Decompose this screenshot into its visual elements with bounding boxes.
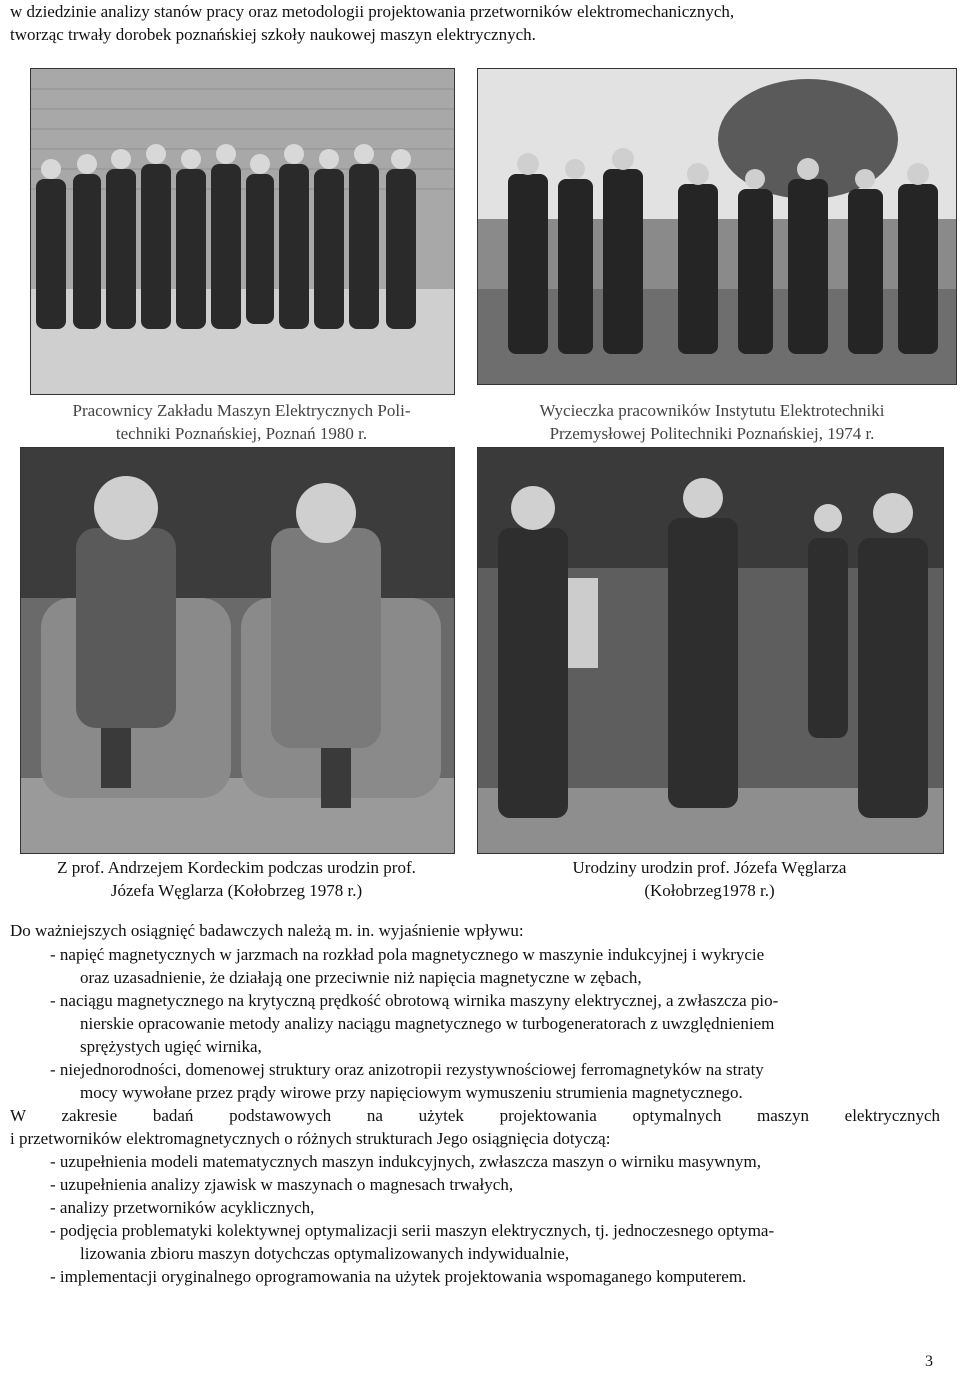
photo-caption: [477, 856, 942, 902]
list-item-continuation: mocy wywołane przez prądy wirowe przy napięciowym wymuszeniu strumienia magnetycznego.: [80, 1083, 743, 1102]
paragraph-line: W zakresie badań podstawowych na użytek projektowania optymalnych maszyn elektrycznych: [10, 1106, 940, 1125]
list-item-continuation: sprężystych ugięć wirnika,: [80, 1037, 262, 1056]
photo-caption: [20, 856, 453, 902]
list-item-continuation: oraz uzasadnienie, że działają one przeciwnie niż napięcia magnetyczne w zębach,: [80, 968, 642, 987]
list-item: - implementacji oryginalnego oprogramowania na użytek projektowania wspomaganego komputerem.: [50, 1267, 747, 1286]
list-item-continuation: nierskie opracowanie metody analizy naciągu magnetycznego w turbogeneratorach z uwzględnieniem: [80, 1014, 775, 1033]
caption-line: Wycieczka pracowników Instytutu Elektrotechniki: [539, 401, 885, 420]
caption-line: techniki Poznańskiej, Poznań 1980 r.: [115, 424, 368, 443]
list-item: - analizy przetworników acyklicznych,: [50, 1198, 315, 1217]
photo-staff-group: [30, 68, 455, 395]
intro-line: w dziedzinie analizy stanów pracy oraz metodologii projektowania przetworników elektromechanicznych,: [10, 2, 735, 21]
intro-paragraph: [10, 0, 950, 46]
achievements-section: [10, 919, 940, 1288]
paragraph-line: i przetworników elektromagnetycznych o różnych strukturach Jego osiągnięcia dotyczą:: [10, 1129, 611, 1148]
list-item: - uzupełnienia analizy zjawisk w maszynach o magnesach trwałych,: [50, 1175, 514, 1194]
photo-caption: [477, 399, 947, 445]
caption-line: Przemysłowej Politechniki Poznańskiej, 1974 r.: [549, 424, 875, 443]
list-item: - napięć magnetycznych w jarzmach na rozkład pola magnetycznego w maszynie indukcyjnej i wykrycie: [50, 945, 765, 964]
caption-line: Z prof. Andrzejem Kordeckim podczas urodzin prof.: [57, 858, 416, 877]
section-heading: Do ważniejszych osiągnięć badawczych należą m. in. wyjaśnienie wpływu:: [10, 921, 524, 940]
caption-line: Pracownicy Zakładu Maszyn Elektrycznych Poli-: [72, 401, 411, 420]
photo-excursion: [477, 68, 957, 385]
photo-birthday: [477, 447, 944, 854]
photo-caption: [30, 399, 453, 445]
list-item-continuation: lizowania zbioru maszyn dotychczas optymalizowanych indywidualnie,: [80, 1244, 570, 1263]
list-item: - uzupełnienia modeli matematycznych maszyn indukcyjnych, zwłaszcza maszyn o wirniku masywnym,: [50, 1152, 761, 1171]
list-item: - niejednorodności, domenowej struktury oraz anizotropii rezystywnościowej ferromagnetyków na straty: [50, 1060, 764, 1079]
list-item: - naciągu magnetycznego na krytyczną prędkość obrotową wirnika maszyny elektrycznej, a zwłaszcza pio-: [50, 991, 779, 1010]
intro-line: tworząc trwały dorobek poznańskiej szkoły naukowej maszyn elektrycznych.: [10, 25, 536, 44]
caption-line: Urodziny urodzin prof. Józefa Węglarza: [572, 858, 847, 877]
page-number: 3: [925, 1353, 933, 1370]
list-item: - podjęcia problematyki kolektywnej optymalizacji serii maszyn elektrycznych, tj. jednoczesnego optyma-: [50, 1221, 775, 1240]
caption-line: Józefa Węglarza (Kołobrzeg 1978 r.): [110, 881, 363, 900]
caption-line: (Kołobrzeg1978 r.): [644, 881, 775, 900]
photo-kordecki: [20, 447, 455, 854]
